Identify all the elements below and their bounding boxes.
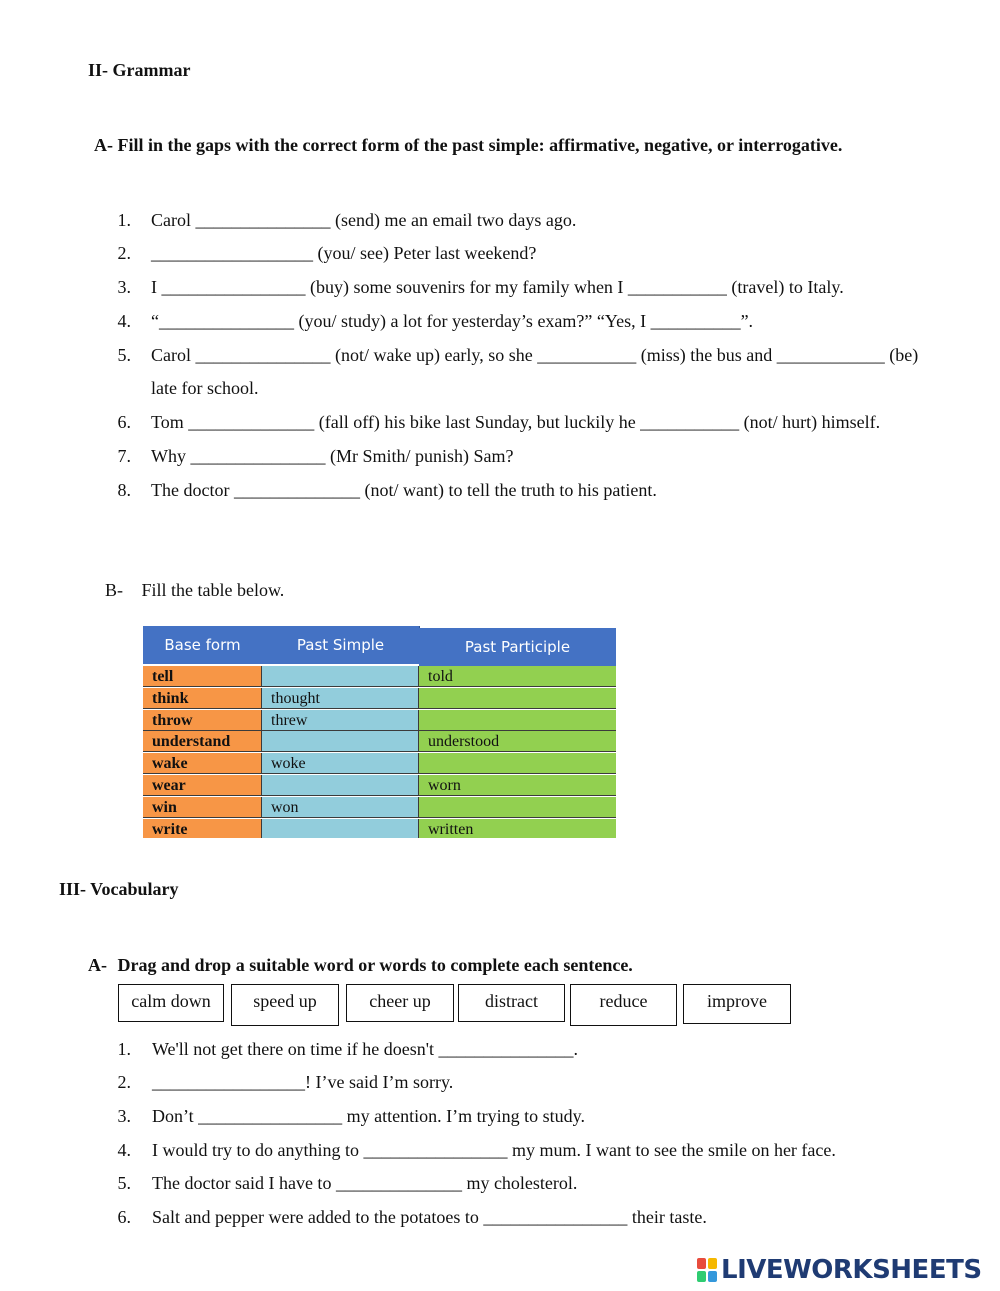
item-number: 7. <box>117 446 131 466</box>
section-heading-grammar: II- Grammar <box>88 60 191 80</box>
table-row <box>143 753 616 775</box>
table-row <box>143 819 616 838</box>
word-bank-improve[interactable] <box>683 984 791 1024</box>
table-header-base-form: Base form <box>143 626 263 664</box>
item-number: 5. <box>117 1173 131 1193</box>
table-header-past-participle: Past Participle <box>419 628 616 666</box>
item-number: 8. <box>117 480 131 500</box>
table-row <box>143 710 616 732</box>
cell-base-form: throw <box>143 710 262 731</box>
vocabulary-sentence: Salt and pepper were added to the potatoes to ________________ their taste. <box>152 1207 707 1227</box>
cell-past-simple[interactable] <box>262 666 419 687</box>
instruction-grammar-a <box>94 135 842 156</box>
cell-past-simple: won <box>262 797 419 818</box>
instruction-text: Fill in the gaps with the correct form of the past simple: affirmative, negative, or interrogative. <box>117 135 843 155</box>
word-bank-reduce[interactable] <box>570 984 677 1026</box>
cell-past-participle[interactable] <box>419 753 616 774</box>
word-label: calm down <box>131 991 211 1011</box>
instruction-text: Drag and drop a suitable word or words to complete each sentence. <box>117 955 633 975</box>
part-label: A- <box>94 135 113 155</box>
grammar-sentence: Tom ______________ (fall off) his bike last Sunday, but luckily he ___________ (not/ hurt) himself. <box>151 412 881 432</box>
logo-text: LIVEWORKSHEETS <box>721 1255 982 1285</box>
word-bank-distract[interactable] <box>458 984 565 1022</box>
table-header-past-simple: Past Simple <box>262 626 420 664</box>
cell-past-simple: woke <box>262 753 419 774</box>
item-number: 4. <box>117 1140 131 1160</box>
cell-past-participle: worn <box>419 775 616 796</box>
word-label: improve <box>707 991 767 1011</box>
verb-forms-table <box>143 626 616 838</box>
cell-base-form: write <box>143 819 262 838</box>
item-number: 6. <box>117 412 131 432</box>
cell-base-form: understand <box>143 731 262 752</box>
instruction-grammar-b <box>105 580 284 601</box>
grammar-sentence: Carol _______________ (not/ wake up) early, so she ___________ (miss) the bus and ____________ (be) <box>151 345 919 365</box>
section-heading-vocabulary: III- Vocabulary <box>59 879 179 899</box>
cell-past-participle: written <box>419 819 616 838</box>
word-bank-speed-up[interactable] <box>231 984 339 1026</box>
grammar-sentence: __________________ (you/ see) Peter last weekend? <box>151 243 537 263</box>
vocabulary-sentence: We'll not get there on time if he doesn't _______________. <box>152 1039 578 1059</box>
cell-base-form: think <box>143 688 262 709</box>
word-label: speed up <box>253 991 317 1011</box>
cell-past-simple[interactable] <box>262 819 419 838</box>
item-number: 6. <box>117 1207 131 1227</box>
cell-past-participle[interactable] <box>419 688 616 709</box>
item-number: 5. <box>117 345 131 365</box>
table-row <box>143 775 616 797</box>
cell-past-simple[interactable] <box>262 775 419 796</box>
cell-past-simple[interactable] <box>262 731 419 752</box>
vocabulary-sentence: _________________! I’ve said I’m sorry. <box>152 1072 454 1092</box>
grammar-sentence: The doctor ______________ (not/ want) to tell the truth to his patient. <box>151 480 657 500</box>
cell-past-participle[interactable] <box>419 710 616 731</box>
part-label: A- <box>88 955 107 975</box>
liveworksheets-logo <box>697 1254 982 1286</box>
table-row <box>143 797 616 819</box>
item-number: 1. <box>117 210 131 230</box>
item-number: 2. <box>117 1072 131 1092</box>
table-row <box>143 688 616 710</box>
item-number: 3. <box>117 1106 131 1126</box>
table-row <box>143 666 616 688</box>
word-label: distract <box>485 991 538 1011</box>
cell-past-simple: threw <box>262 710 419 731</box>
vocabulary-sentence: The doctor said I have to ______________ my cholesterol. <box>152 1173 578 1193</box>
instruction-vocabulary-a <box>88 955 633 976</box>
grammar-sentence: “_______________ (you/ study) a lot for yesterday’s exam?” “Yes, I __________”. <box>151 311 754 331</box>
word-bank-cheer-up[interactable] <box>346 984 454 1022</box>
item-number: 3. <box>117 277 131 297</box>
grammar-sentence: Why _______________ (Mr Smith/ punish) Sam? <box>151 446 514 466</box>
cell-past-participle: understood <box>419 731 616 752</box>
cell-base-form: wear <box>143 775 262 796</box>
cell-past-simple: thought <box>262 688 419 709</box>
item-number: 2. <box>117 243 131 263</box>
vocabulary-sentence: Don’t ________________ my attention. I’m trying to study. <box>152 1106 585 1126</box>
grammar-sentence-continuation: late for school. <box>151 378 259 398</box>
word-bank-calm-down[interactable] <box>118 984 224 1022</box>
vocabulary-sentence: I would try to do anything to ________________ my mum. I want to see the smile on her face. <box>152 1140 836 1160</box>
cell-base-form: wake <box>143 753 262 774</box>
cell-past-participle[interactable] <box>419 797 616 818</box>
cell-past-participle: told <box>419 666 616 687</box>
logo-mark-icon <box>697 1257 719 1283</box>
word-label: reduce <box>599 991 648 1011</box>
word-label: cheer up <box>369 991 431 1011</box>
item-number: 1. <box>117 1039 131 1059</box>
part-label: B- <box>105 580 123 600</box>
cell-base-form: tell <box>143 666 262 687</box>
item-number: 4. <box>117 311 131 331</box>
cell-base-form: win <box>143 797 262 818</box>
instruction-text: Fill the table below. <box>141 580 285 600</box>
table-row <box>143 731 616 753</box>
grammar-sentence: I ________________ (buy) some souvenirs for my family when I ___________ (travel) to Italy. <box>151 277 844 297</box>
grammar-sentence: Carol _______________ (send) me an email two days ago. <box>151 210 577 230</box>
